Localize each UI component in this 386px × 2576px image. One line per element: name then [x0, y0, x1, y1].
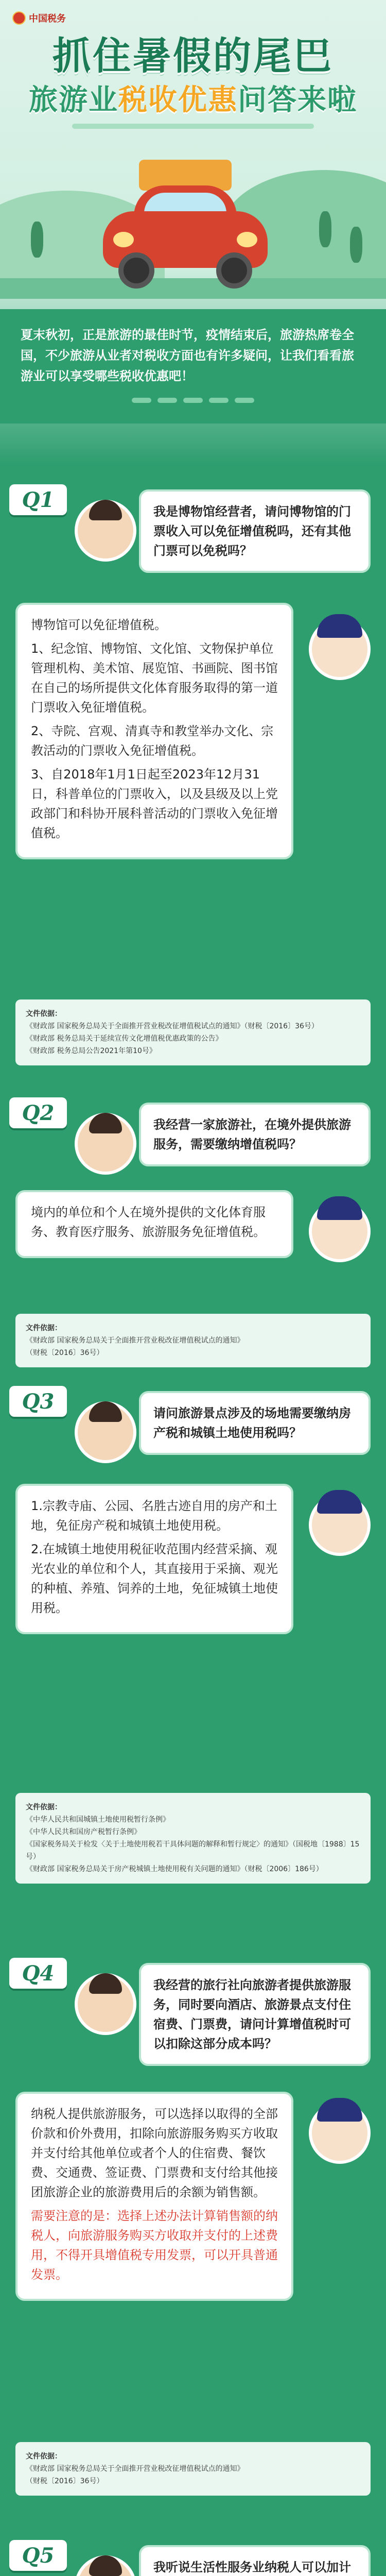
question-label: Q2: [9, 1097, 67, 1128]
officer-avatar: [309, 618, 371, 680]
tax-logo: [12, 11, 66, 25]
logo-text: 中国税务: [29, 13, 66, 24]
officer-avatar: [309, 1494, 371, 1556]
hero-subtitle: [0, 77, 386, 118]
officer-avatar: [309, 2102, 371, 2164]
doc-item: 《中华人民共和国城镇土地使用税暂行条例》: [26, 1816, 170, 1824]
question-bubble: 我听说生活性服务业纳税人可以加计: [139, 2545, 371, 2576]
car-wheel: [118, 252, 154, 289]
answer-bubble: [15, 2092, 293, 2301]
answer-line: 1.宗教寺庙、公园、名胜古迹自用的房产和土地，免征房产税和城镇土地使用税。: [31, 1499, 277, 1533]
doc-item: 《财政部 国家税务总局关于全面推开营业税改征增值税试点的通知》（财税〔2016〕36号）: [26, 1022, 319, 1030]
question-bubble: 我经营的旅行社向旅游者提供旅游服务，同时要向酒店、旅游景点支付住宿费、门票费，请问计算增值税时可以扣除这部分成本吗？: [139, 1963, 371, 2066]
tree-icon: [319, 211, 331, 247]
docs-basis: [15, 999, 371, 1065]
subtitle-part-c: 问答来啦: [238, 83, 357, 117]
doc-item: 《财政部 国家税务总局关于全面推开营业税改征增值税试点的通知》: [26, 2465, 244, 2473]
docs-basis: [15, 1793, 371, 1884]
docs-basis: [15, 1314, 371, 1367]
docs-heading: 文件依据：: [26, 1324, 62, 1332]
question-bubble: 我经营一家旅游社，在境外提供旅游服务，需要缴纳增值税吗？: [139, 1103, 371, 1166]
doc-item: 《财政部 税务总局关于延续宣传文化增值税优惠政策的公告》: [26, 1035, 223, 1043]
doc-item: （财税〔2016〕36号）: [26, 2477, 104, 2485]
asker-avatar: [75, 1973, 136, 2035]
question-label: Q3: [9, 1386, 67, 1417]
doc-item: 《中华人民共和国房产税暂行条例》: [26, 1828, 141, 1836]
question-label: Q1: [9, 484, 67, 515]
tree-icon: [31, 222, 43, 258]
question-label: Q5: [9, 2540, 67, 2571]
car-illustration: [93, 170, 278, 289]
question-label: Q4: [9, 1958, 67, 1989]
answer-line: 2.在城镇土地使用税征收范围内经营采摘、观光农业的单位和个人，其直接用于采摘、观光的种植、养殖、饲养的土地，免征城镇土地使用税。: [31, 1542, 278, 1615]
answer-bubble: [15, 603, 293, 859]
doc-item: 《国家税务局关于检发〈关于土地使用税若干具体问题的解释和暂行规定〉的通知》（国税地〔1988〕15号）: [26, 1840, 360, 1861]
tax-seal-icon: [12, 11, 26, 25]
answer-bubble: [15, 1190, 293, 1258]
answer-bubble: [15, 1484, 293, 1634]
car-lamp: [237, 232, 257, 247]
question-bubble: 我是博物馆经营者，请问博物馆的门票收入可以免征增值税吗，还有其他门票可以免税吗？: [139, 489, 371, 573]
docs-basis: [15, 2442, 371, 2496]
docs-heading: 文件依据：: [26, 2452, 62, 2461]
docs-heading: 文件依据：: [26, 1803, 62, 1811]
asker-avatar: [75, 1113, 136, 1175]
docs-heading: 文件依据：: [26, 1010, 62, 1018]
answer-line: 3、自2018年1月1日起至2023年12月31日，科普单位的门票收入，以及县级及以上党政部门和科协开展科普活动的门票收入免征增值税。: [31, 767, 278, 840]
tree-icon: [350, 227, 362, 263]
answer-note: 需要注意的是：选择上述办法计算销售额的纳税人，向旅游服务购买方收取并支付的上述费用，不得开具增值税专用发票，可以开具普通发票。: [31, 2209, 278, 2282]
doc-item: 《财政部 国家税务总局关于全面推开营业税改征增值税试点的通知》: [26, 1336, 244, 1345]
hero-banner: [0, 0, 386, 464]
question-bubble: 请问旅游景点涉及的场地需要缴纳房产税和城镇土地使用税吗？: [139, 1391, 371, 1455]
car-wheel: [216, 252, 252, 289]
officer-avatar: [309, 1200, 371, 1262]
answer-line: 1、纪念馆、博物馆、文化馆、文物保护单位管理机构、美术馆、展览馆、书画院、图书馆在自己的场所提供文化体育服务取得的第一道门票收入免征增值税。: [31, 641, 278, 715]
hero-title: 抓住暑假的尾巴: [52, 34, 334, 78]
intro-block: [0, 309, 386, 423]
asker-avatar: [75, 1401, 136, 1463]
asker-avatar: [75, 2555, 136, 2576]
car-lamp: [113, 232, 134, 247]
dash-divider: [21, 398, 365, 403]
intro-text: 夏末秋初，正是旅游的最佳时节，疫情结束后，旅游热席卷全国，不少旅游从业者对税收方面也有许多疑问，让我们看看旅游业可以享受哪些税收优惠吧！: [21, 328, 354, 383]
title-underline: [72, 124, 314, 129]
doc-item: 《财政部 国家税务总局关于房产税城镇土地使用税有关问题的通知》（财税〔2006〕186号）: [26, 1865, 323, 1873]
subtitle-part-a: 旅游业: [29, 83, 118, 117]
answer-line: 博物馆可以免征增值税。: [31, 618, 167, 632]
doc-item: （财税〔2016〕36号）: [26, 1349, 104, 1357]
subtitle-highlight: 税收优惠: [118, 83, 238, 117]
answer-line: 境内的单位和个人在境外提供的文化体育服务、教育医疗服务、旅游服务免征增值税。: [31, 1205, 266, 1239]
asker-avatar: [75, 500, 136, 562]
answer-line: 纳税人提供旅游服务，可以选择以取得的全部价款和价外费用，扣除向旅游服务购买方收取并支付给其他单位或者个人的住宿费、餐饮费、交通费、签证费、门票费和支付给其他接团旅游企业的旅游费用后的余额为销售额。: [31, 2107, 278, 2199]
answer-line: 2、寺院、宫观、清真寺和教堂举办文化、宗教活动的门票收入免征增值税。: [31, 724, 274, 758]
doc-item: 《财政部 税务总局公告2021年第10号》: [26, 1047, 156, 1055]
